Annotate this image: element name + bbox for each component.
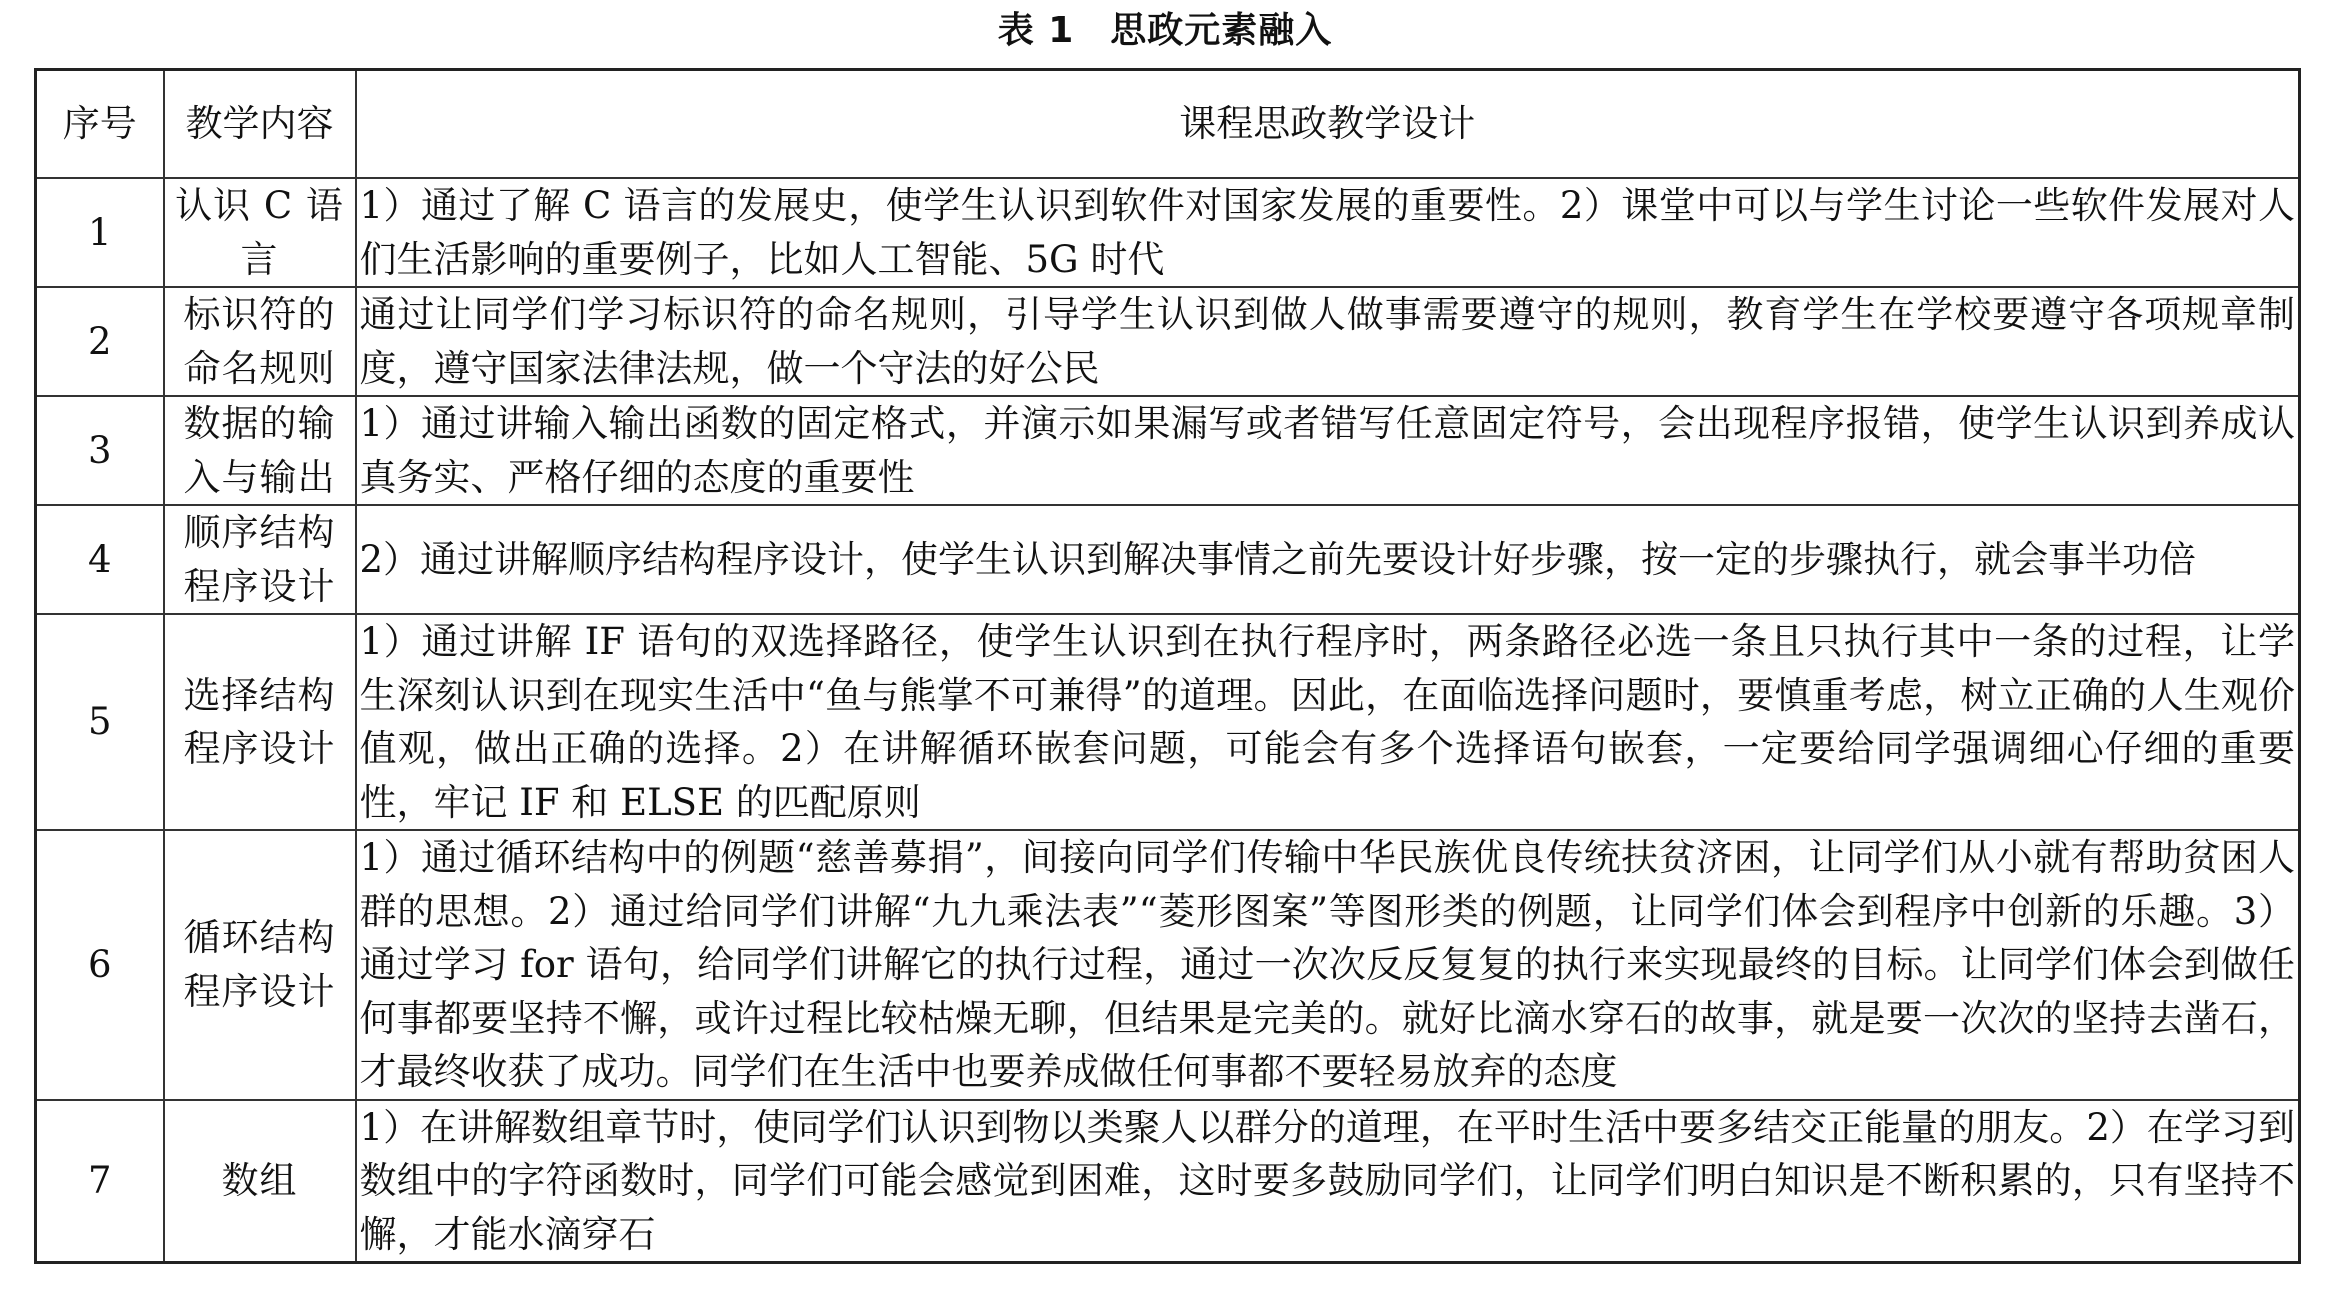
header-ideology-design: 课程思政教学设计: [356, 70, 2300, 179]
table-row: [36, 830, 2300, 1100]
table-row: [36, 614, 2300, 830]
row-number: 4: [36, 505, 164, 614]
row-number: 5: [36, 614, 164, 830]
row-topic: 标识符的命名规则: [164, 287, 356, 396]
header-teaching-content: 教学内容: [164, 70, 356, 179]
ideology-elements-table: [34, 68, 2301, 1264]
row-number: 1: [36, 178, 164, 287]
row-design: 1）通过讲解 IF 语句的双选择路径，使学生认识到在执行程序时，两条路径必选一条且只执行其中一条的过程，让学生深刻认识到在现实生活中“鱼与熊掌不可兼得”的道理。因此，在面临选择问题时，要慎重考虑，树立正确的人生观价值观，做出正确的选择。2）在讲解循环嵌套问题，可能会有多个选择语句嵌套，一定要给同学强调细心仔细的重要性，牢记 IF 和 ELSE 的匹配原则: [356, 614, 2300, 830]
table-row: [36, 505, 2300, 614]
row-design: 1）通过循环结构中的例题“慈善募捐”，间接向同学们传输中华民族优良传统扶贫济困，让同学们从小就有帮助贫困人群的思想。2）通过给同学们讲解“九九乘法表”“菱形图案”等图形类的例题，让同学们体会到程序中创新的乐趣。3）通过学习 for 语句，给同学们讲解它的执行过程，通过一次次反反复复的执行来实现最终的目标。让同学们体会到做任何事都要坚持不懈，或许过程比较枯燥无聊，但结果是完美的。就好比滴水穿石的故事，就是要一次次的坚持去凿石，才最终收获了成功。同学们在生活中也要养成做任何事都不要轻易放弃的态度: [356, 830, 2300, 1100]
header-serial-number: 序号: [36, 70, 164, 179]
row-topic: 数据的输入与输出: [164, 396, 356, 505]
row-number: 6: [36, 830, 164, 1100]
row-design: 2）通过讲解顺序结构程序设计，使学生认识到解决事情之前先要设计好步骤，按一定的步骤执行，就会事半功倍: [356, 505, 2300, 614]
row-number: 2: [36, 287, 164, 396]
row-design: 1）在讲解数组章节时，使同学们认识到物以类聚人以群分的道理，在平时生活中要多结交正能量的朋友。2）在学习到数组中的字符函数时，同学们可能会感觉到困难，这时要多鼓励同学们，让同学们明白知识是不断积累的，只有坚持不懈，才能水滴穿石: [356, 1100, 2300, 1263]
row-number: 3: [36, 396, 164, 505]
table-row: [36, 287, 2300, 396]
row-topic: 循环结构程序设计: [164, 830, 356, 1100]
table-row: [36, 1100, 2300, 1263]
row-topic: 顺序结构程序设计: [164, 505, 356, 614]
table-title: 思政元素融入: [1110, 10, 1333, 51]
row-topic: 认识 C 语言: [164, 178, 356, 287]
table-caption: [0, 6, 2330, 56]
row-topic: 选择结构程序设计: [164, 614, 356, 830]
table-header-row: [36, 70, 2300, 179]
table-row: [36, 178, 2300, 287]
table-row: [36, 396, 2300, 505]
row-number: 7: [36, 1100, 164, 1263]
row-design: 通过让同学们学习标识符的命名规则，引导学生认识到做人做事需要遵守的规则，教育学生在学校要遵守各项规章制度，遵守国家法律法规，做一个守法的好公民: [356, 287, 2300, 396]
row-design: 1）通过讲输入输出函数的固定格式，并演示如果漏写或者错写任意固定符号，会出现程序报错，使学生认识到养成认真务实、严格仔细的态度的重要性: [356, 396, 2300, 505]
row-topic: 数组: [164, 1100, 356, 1263]
row-design: 1）通过了解 C 语言的发展史，使学生认识到软件对国家发展的重要性。2）课堂中可以与学生讨论一些软件发展对人们生活影响的重要例子，比如人工智能、5G 时代: [356, 178, 2300, 287]
table-number: 表 1: [997, 10, 1075, 51]
